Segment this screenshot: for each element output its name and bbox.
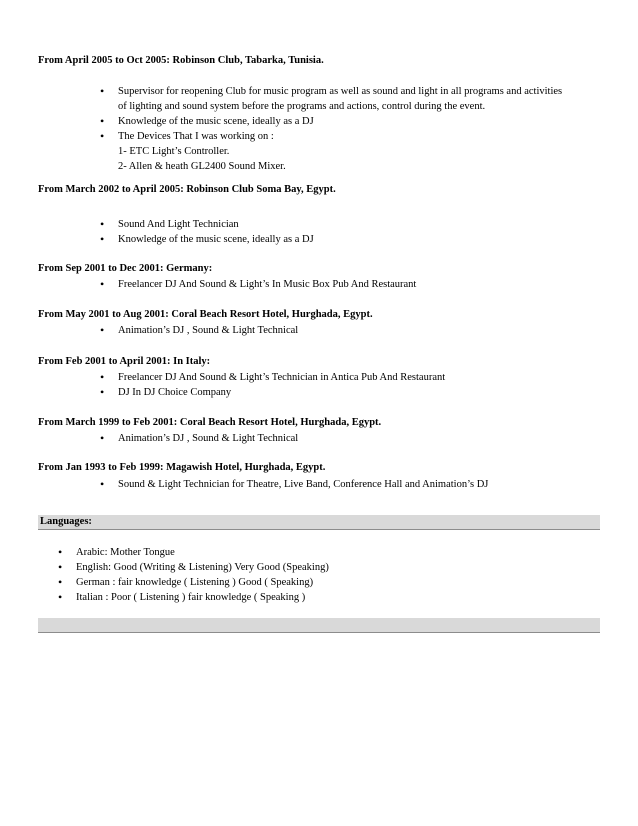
languages-title: Languages:: [40, 516, 92, 527]
list-item: • English: Good (Writing & Listening) Very Good (Speaking): [58, 560, 558, 575]
job-heading: From Feb 2001 to April 2001: In Italy:: [38, 356, 211, 367]
list-item: • Freelancer DJ And Sound & Light’s Technician in Antica Pub And Restaurant: [100, 370, 580, 385]
list-item: • Freelancer DJ And Sound & Light’s In Music Box Pub And Restaurant: [100, 277, 580, 292]
job-bullets: [100, 323, 580, 338]
languages-list: [58, 545, 558, 605]
job-heading: From March 1999 to Feb 2001: Coral Beach Resort Hotel, Hurghada, Egypt.: [38, 417, 382, 428]
sub-item: 2- Allen & heath GL2400 Sound Mixer.: [118, 161, 286, 172]
job-heading: From April 2005 to Oct 2005: Robinson Club, Tabarka, Tunisia.: [38, 55, 324, 66]
list-item: • Knowledge of the music scene, ideally as a DJ: [100, 232, 580, 247]
list-item: • Animation’s DJ , Sound & Light Technical: [100, 323, 580, 338]
job-heading: From March 2002 to April 2005: Robinson Club Soma Bay, Egypt.: [38, 184, 336, 195]
job-heading: From Sep 2001 to Dec 2001: Germany:: [38, 263, 213, 274]
list-item: • Knowledge of the music scene, ideally as a DJ: [100, 114, 570, 129]
job-heading: From Jan 1993 to Feb 1999: Magawish Hotel, Hurghada, Egypt.: [38, 462, 326, 473]
list-item: • Italian : Poor ( Listening ) fair knowledge ( Speaking ): [58, 590, 558, 605]
list-item: • Arabic: Mother Tongue: [58, 545, 558, 560]
list-item: • Animation’s DJ , Sound & Light Technical: [100, 431, 580, 446]
job-heading: From May 2001 to Aug 2001: Coral Beach Resort Hotel, Hurghada, Egypt.: [38, 309, 373, 320]
job-bullets: [100, 431, 580, 446]
list-item: • Sound & Light Technician for Theatre, Live Band, Conference Hall and Animation’s DJ: [100, 477, 580, 492]
job-bullets: [100, 84, 570, 174]
job-bullets: [100, 477, 580, 492]
list-item: • The Devices That I was working on :: [100, 129, 570, 144]
section-divider-bar: [38, 618, 600, 633]
languages-header-bar: [38, 515, 600, 530]
list-item: • Supervisor for reopening Club for music program as well as sound and light in all programs and activities of lighting and sound system before the programs and actions, control during the event.: [100, 84, 570, 114]
job-bullets: [100, 217, 580, 247]
list-item: • DJ In DJ Choice Company: [100, 385, 580, 400]
list-item: • Sound And Light Technician: [100, 217, 580, 232]
job-bullets: [100, 277, 580, 292]
sub-item: 1- ETC Light’s Controller.: [118, 146, 230, 157]
list-item: • German : fair knowledge ( Listening ) Good ( Speaking): [58, 575, 558, 590]
job-bullets: [100, 370, 580, 400]
